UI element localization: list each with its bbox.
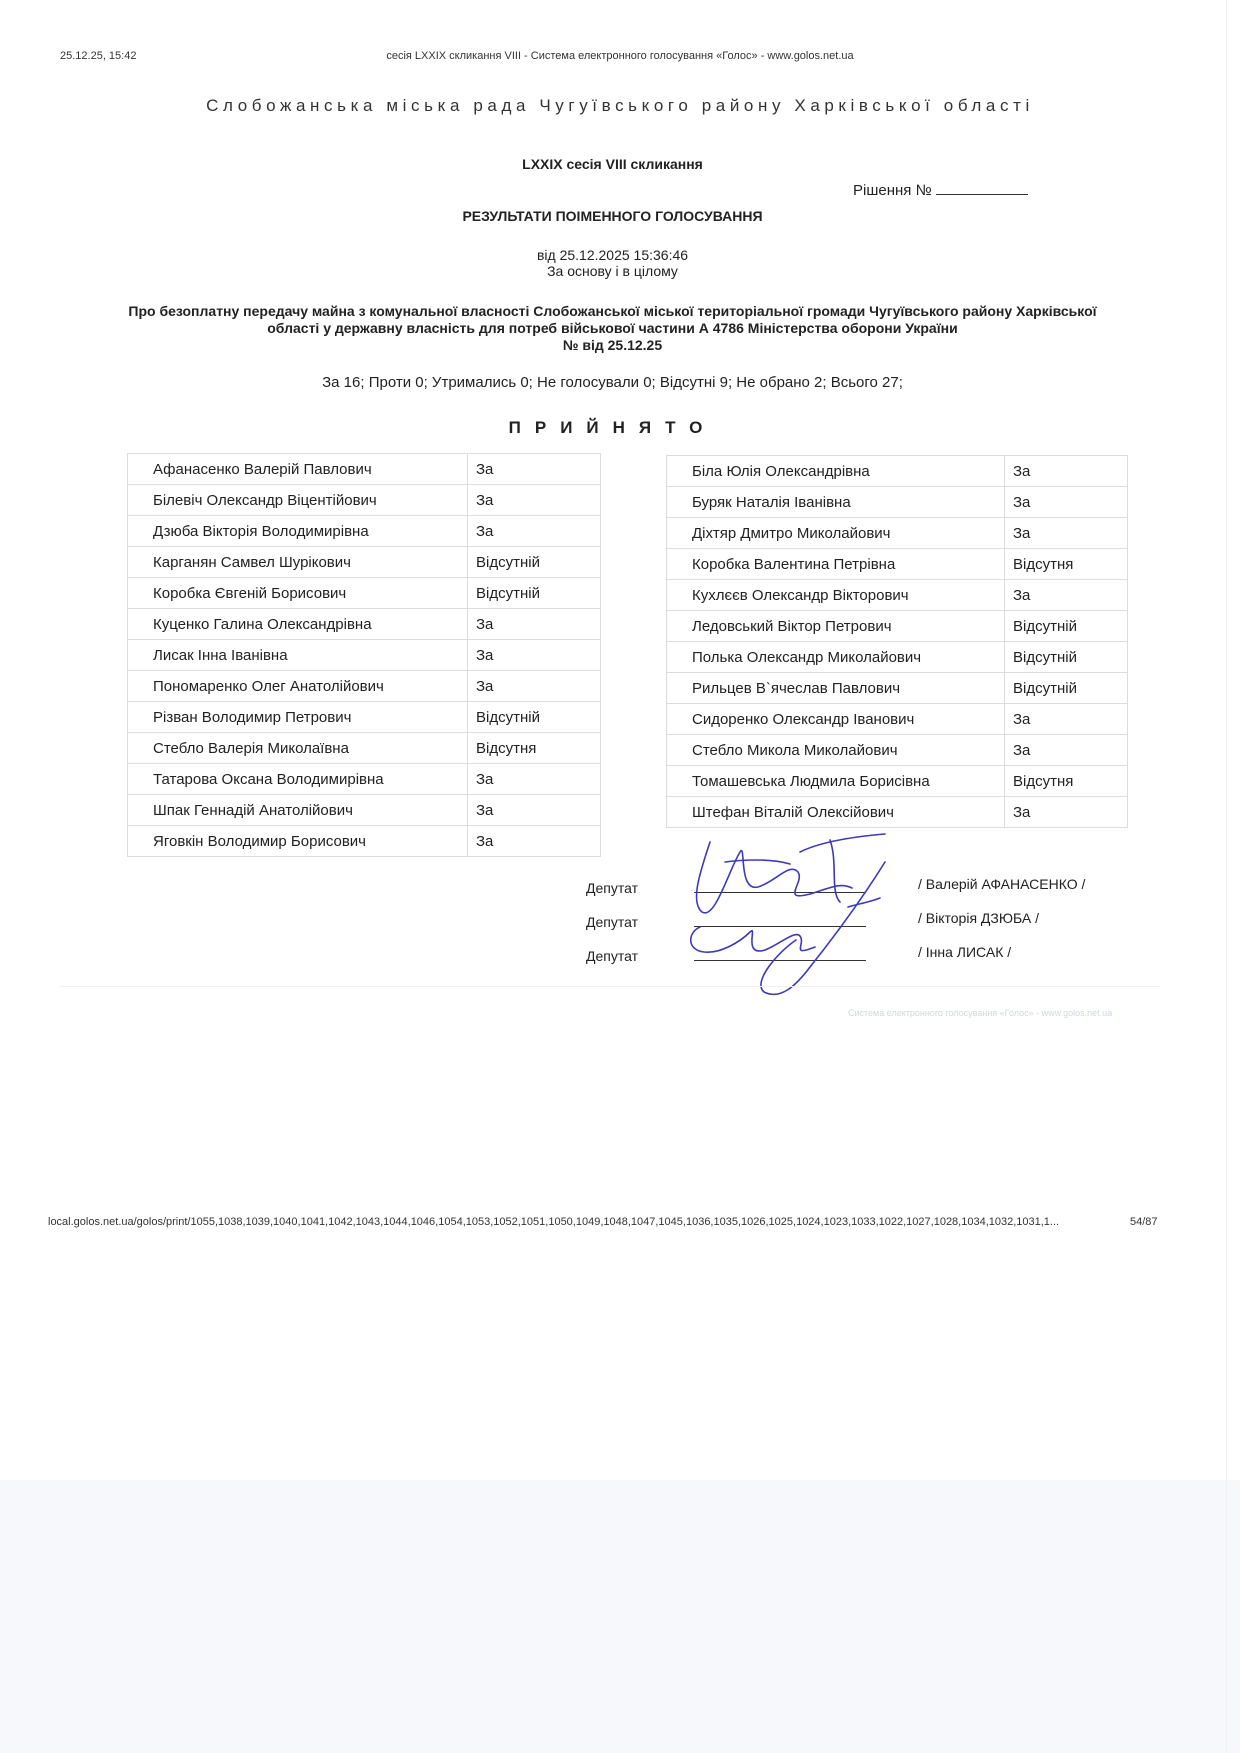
vote-row <box>128 640 601 671</box>
vote-row <box>128 826 601 857</box>
deputy-vote: За <box>1005 797 1128 828</box>
deputy-vote: Відсутня <box>468 733 601 764</box>
deputy-vote: За <box>1005 704 1128 735</box>
deputy-name: Шпак Геннадій Анатолійович <box>128 795 468 826</box>
deputy-name: Сидоренко Олександр Іванович <box>667 704 1005 735</box>
vote-row <box>128 609 601 640</box>
vote-row <box>128 702 601 733</box>
signature-name-3: / Інна ЛИСАК / <box>918 944 1012 960</box>
deputy-vote: За <box>1005 487 1128 518</box>
deputy-vote: Відсутній <box>468 702 601 733</box>
deputy-name: Лисак Інна Іванівна <box>128 640 468 671</box>
deputy-name: Стебло Валерія Миколаївна <box>128 733 468 764</box>
vote-row <box>667 704 1128 735</box>
handwritten-signatures <box>680 832 930 1002</box>
deputy-name: Яговкін Володимир Борисович <box>128 826 468 857</box>
watermark: Система електронного голосування «Голос» - www.golos.net.ua <box>848 1008 1113 1018</box>
signature-role-3: Депутат <box>586 948 638 964</box>
vote-row <box>667 518 1128 549</box>
deputy-name: Ледовський Віктор Петрович <box>667 611 1005 642</box>
deputy-name: Біла Юлія Олександрівна <box>667 456 1005 487</box>
deputy-name: Дзюба Вікторія Володимирівна <box>128 516 468 547</box>
vote-row <box>667 456 1128 487</box>
deputy-vote: За <box>468 826 601 857</box>
deputy-vote: Відсутній <box>1005 673 1128 704</box>
deputy-name: Татарова Оксана Володимирівна <box>128 764 468 795</box>
separator <box>60 986 1160 987</box>
vote-row <box>667 611 1128 642</box>
deputy-vote: За <box>468 485 601 516</box>
decision-number <box>853 180 1028 199</box>
page-edge <box>1226 0 1227 1753</box>
vote-row <box>128 485 601 516</box>
deputy-name: Діхтяр Дмитро Миколайович <box>667 518 1005 549</box>
deputy-vote: За <box>468 454 601 485</box>
deputy-name: Томашевська Людмила Борисівна <box>667 766 1005 797</box>
deputy-vote: Відсутній <box>1005 642 1128 673</box>
vote-row <box>667 797 1128 828</box>
deputy-vote: За <box>1005 580 1128 611</box>
vote-row <box>667 580 1128 611</box>
deputy-name: Рильцев В`ячеслав Павлович <box>667 673 1005 704</box>
decision-number-blank <box>936 180 1028 195</box>
footer-page-number: 54/87 <box>1130 1216 1158 1228</box>
deputy-vote: За <box>468 764 601 795</box>
vote-summary: За 16; Проти 0; Утримались 0; Не голосували 0; Відсутні 9; Не обрано 2; Всього 27; <box>322 374 903 391</box>
vote-result: ПРИЙНЯТО <box>508 418 717 437</box>
vote-row <box>128 454 601 485</box>
deputy-vote: За <box>1005 735 1128 766</box>
vote-row <box>128 733 601 764</box>
subject-number: № від 25.12.25 <box>562 337 663 353</box>
deputy-name: Штефан Віталій Олексійович <box>667 797 1005 828</box>
vote-row <box>128 671 601 702</box>
deputy-vote: За <box>468 795 601 826</box>
vote-row <box>128 516 601 547</box>
deputy-name: Різван Володимир Петрович <box>128 702 468 733</box>
council-name: Слобожанська міська рада Чугуївського району Харківської області <box>206 96 1034 115</box>
vote-row <box>128 764 601 795</box>
vote-row <box>128 578 601 609</box>
session-title: LXXIX сесія VIII скликання <box>522 156 703 172</box>
deputy-name: Стебло Микола Миколайович <box>667 735 1005 766</box>
deputy-name: Афанасенко Валерій Павлович <box>128 454 468 485</box>
vote-row <box>667 487 1128 518</box>
vote-row <box>667 735 1128 766</box>
deputy-vote: За <box>468 609 601 640</box>
deputy-vote: Відсутній <box>468 547 601 578</box>
deputy-name: Куценко Галина Олександрівна <box>128 609 468 640</box>
print-title: сесія LXXIX скликання VIII - Система електронного голосування «Голос» - www.golos.net.ua <box>386 50 854 62</box>
deputy-vote: За <box>468 671 601 702</box>
signature-name-1: / Валерій АФАНАСЕНКО / <box>918 876 1086 892</box>
vote-row <box>667 549 1128 580</box>
deputy-vote: Відсутній <box>468 578 601 609</box>
deputy-name: Білевіч Олександр Віцентійович <box>128 485 468 516</box>
deputy-vote: За <box>1005 518 1128 549</box>
deputy-name: Полька Олександр Миколайович <box>667 642 1005 673</box>
votes-table-right <box>666 455 1128 828</box>
signature-name-2: / Вікторія ДЗЮБА / <box>918 910 1039 926</box>
deputy-name: Пономаренко Олег Анатолійович <box>128 671 468 702</box>
vote-row <box>667 642 1128 673</box>
vote-type: За основу і в цілому <box>547 263 678 279</box>
scan-lower-band <box>0 1480 1240 1753</box>
deputy-name: Карганян Самвел Шурікович <box>128 547 468 578</box>
deputy-vote: За <box>468 516 601 547</box>
deputy-vote: За <box>1005 456 1128 487</box>
print-datetime: 25.12.25, 15:42 <box>60 50 137 62</box>
deputy-vote: За <box>468 640 601 671</box>
vote-row <box>667 673 1128 704</box>
results-title: РЕЗУЛЬТАТИ ПОІМЕННОГО ГОЛОСУВАННЯ <box>462 208 763 224</box>
vote-datetime: від 25.12.2025 15:36:46 <box>536 247 689 263</box>
vote-row <box>128 795 601 826</box>
signature-role-2: Депутат <box>586 914 638 930</box>
deputy-vote: Відсутній <box>1005 611 1128 642</box>
deputy-name: Коробка Валентина Петрівна <box>667 549 1005 580</box>
vote-subject <box>120 303 1105 354</box>
deputy-name: Буряк Наталія Іванівна <box>667 487 1005 518</box>
vote-row <box>667 766 1128 797</box>
signature-role-1: Депутат <box>586 880 638 896</box>
deputy-name: Коробка Євгеній Борисович <box>128 578 468 609</box>
footer-url: local.golos.net.ua/golos/print/1055,1038,1039,1040,1041,1042,1043,1044,1046,1054,1053,1052,1051,1050,1049,1048,1047,1045,1036,1035,1026,1025,1024,1023,1033,1022,1027,1028,1034,1032,1031,1... <box>48 1216 1060 1228</box>
deputy-name: Кухлєєв Олександр Вікторович <box>667 580 1005 611</box>
decision-label: Рішення № <box>853 182 932 199</box>
votes-table-left <box>127 453 601 857</box>
deputy-vote: Відсутня <box>1005 766 1128 797</box>
deputy-vote: Відсутня <box>1005 549 1128 580</box>
vote-row <box>128 547 601 578</box>
subject-text: Про безоплатну передачу майна з комунальної власності Слобожанської міської територіальної громади Чугуївського району Харківської області у державну власність для потреб військової частини А 4786 Міністерства оборони України <box>128 303 1097 336</box>
vote-info <box>0 247 1225 279</box>
